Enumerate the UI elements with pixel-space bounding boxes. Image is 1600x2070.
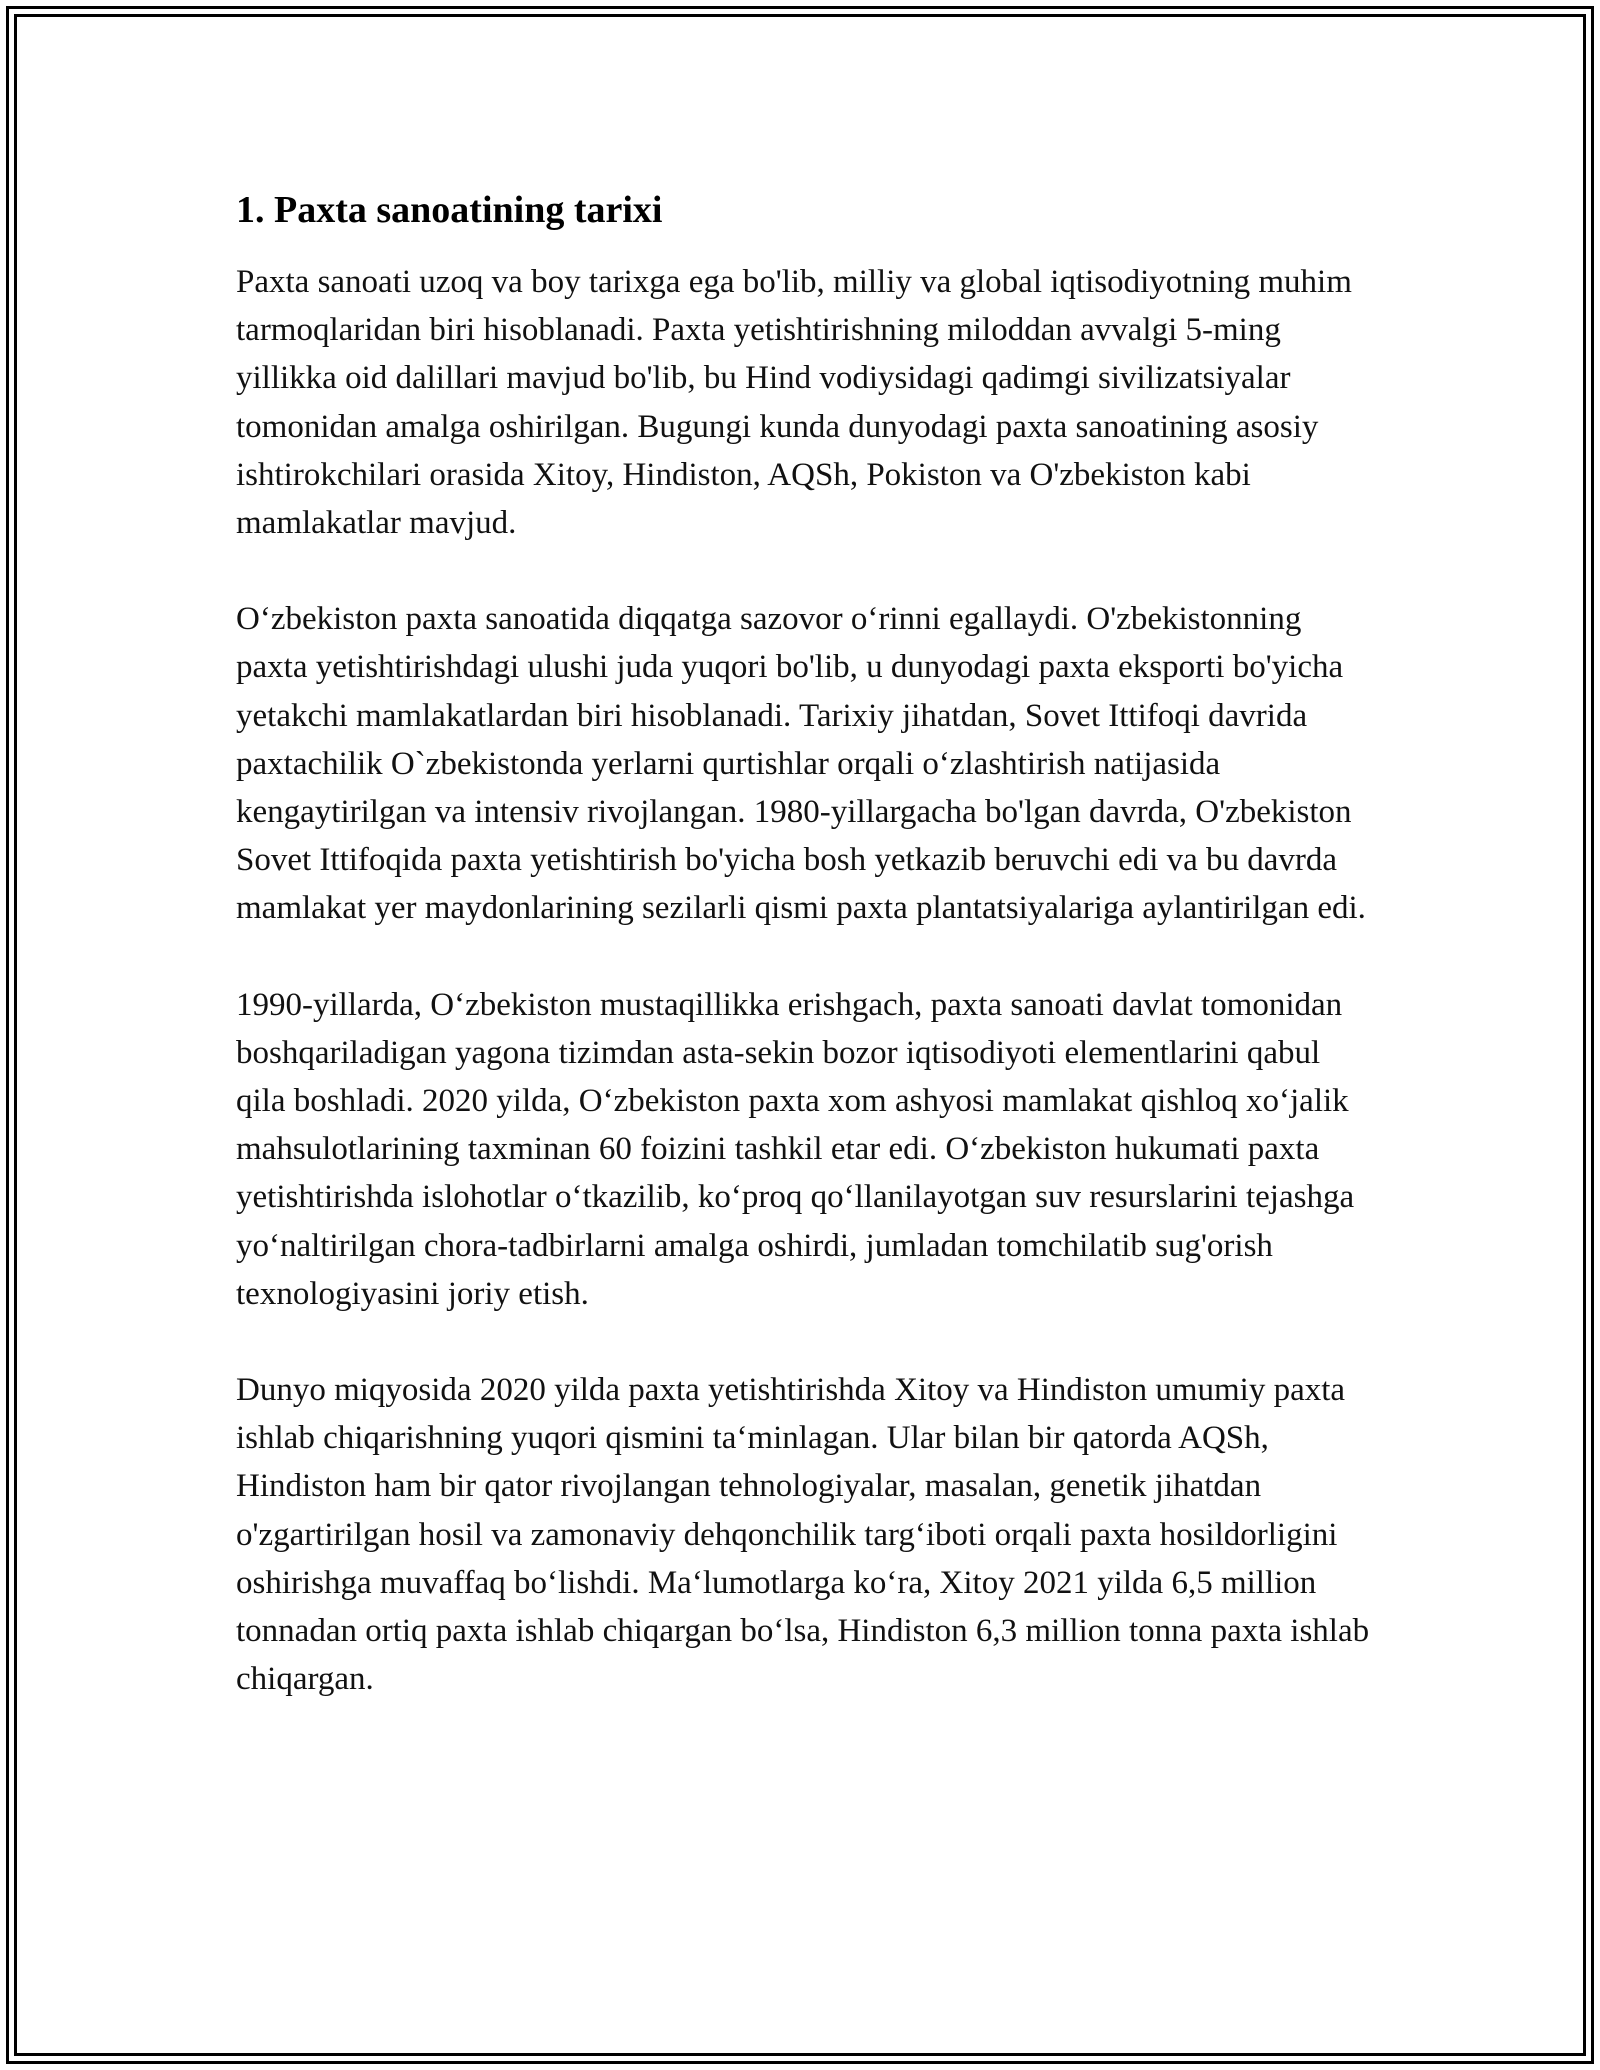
paragraph-uzbekistan: O‘zbekiston paxta sanoatida diqqatga sazovor o‘rinni egallaydi. O'zbekistonning paxta yetishtirishdagi ulushi juda yuqori bo'lib, u dunyodagi paxta eksporti bo'yicha yetakchi mamlakatlardan biri hisoblanadi. Tarixiy jihatdan, Sovet Ittifoqi davrida paxtachilik O`zbekistonda yerlarni qurtishlar orqali o‘zlashtirish natijasida kengaytirilgan va intensiv rivojlangan. 1980-yillargacha bo'lgan davrda, O'zbekiston Sovet Ittifoqida paxta yetishtirish bo'yicha bosh yetkazib beruvchi edi va bu davrda mamlakat yer maydonlarining sezilarli qismi paxta plantatsiyalariga aylantirilgan edi. [236,601,1366,927]
paragraph-history: Paxta sanoati uzoq va boy tarixga ega bo'lib, milliy va global iqtisodiyotning muhim tarmoqlaridan biri hisoblanadi. Paxta yetishtirishning miloddan avvalgi 5-ming yillikka oid dalillari mavjud bo'lib, bu Hind vodiysidagi qadimgi sivilizatsiyalar tomonidan amalga oshirilgan. Bugungi kunda dunyodagi paxta sanoatining asosiy ishtirokchilari orasida Xitoy, Hindiston, AQSh, Pokiston va O'zbekiston kabi mamlakatlar mavjud. [236,264,1352,542]
paragraph-world: Dunyo miqyosida 2020 yilda paxta yetishtirishda Xitoy va Hindiston umumiy paxta ishlab chiqarishning yuqori qismini ta‘minlagan. Ular bilan bir qatorda AQSh, Hindiston ham bir qator rivojlangan tehnologiyalar, masalan, genetik jihatdan o'zgartirilgan hosil va zamonaviy dehqonchilik targ‘iboti orqali paxta hosildorligini oshirishga muvaffaq bo‘lishdi. Ma‘lumotlarga ko‘ra, Xitoy 2021 yilda 6,5 million tonnadan ortiq paxta ishlab chiqargan bo‘lsa, Hindiston 6,3 million tonna paxta ishlab chiqargan. [236,1372,1370,1698]
section-heading: 1. Paxta sanoatining tarixi [236,189,663,231]
paragraph-independence: 1990-yillarda, O‘zbekiston mustaqillikka erishgach, paxta sanoati davlat tomonidan boshqariladigan yagona tizimdan asta-sekin bozor iqtisodiyoti elementlarini qabul qila boshladi. 2020 yilda, O‘zbekiston paxta xom ashyosi mamlakat qishloq xo‘jalik mahsulotlarining taxminan 60 foizini tashkil etar edi. O‘zbekiston hukumati paxta yetishtirishda islohotlar o‘tkazilib, ko‘proq qo‘llanilayotgan suv resurslarini tejashga yo‘naltirilgan chora-tadbirlarni amalga oshirdi, jumladan tomchilatib sug'orish texnologiyasini joriy etish. [236,986,1355,1312]
document-body [236,188,1376,1751]
